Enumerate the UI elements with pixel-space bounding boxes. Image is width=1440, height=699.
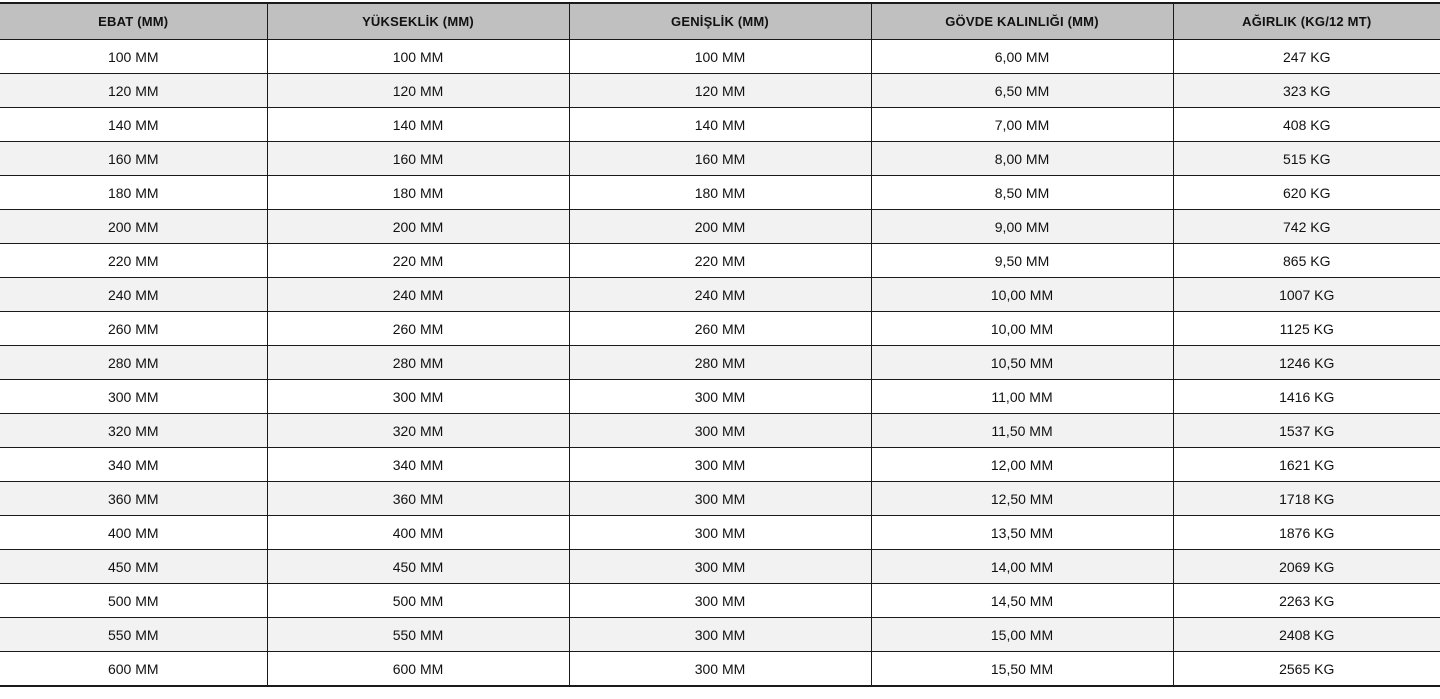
cell-yukseklik: 120 MM (267, 74, 569, 108)
table-row (0, 108, 1440, 142)
cell-genislik: 100 MM (569, 40, 871, 74)
cell-agirlik: 742 KG (1173, 210, 1440, 244)
cell-agirlik: 1125 KG (1173, 312, 1440, 346)
cell-govde-kalinligi: 13,50 MM (871, 516, 1173, 550)
cell-agirlik: 2069 KG (1173, 550, 1440, 584)
cell-genislik: 300 MM (569, 448, 871, 482)
cell-ebat: 260 MM (0, 312, 267, 346)
cell-genislik: 300 MM (569, 584, 871, 618)
table-row (0, 244, 1440, 278)
cell-agirlik: 408 KG (1173, 108, 1440, 142)
cell-ebat: 100 MM (0, 40, 267, 74)
cell-agirlik: 2565 KG (1173, 652, 1440, 687)
cell-govde-kalinligi: 11,50 MM (871, 414, 1173, 448)
cell-govde-kalinligi: 7,00 MM (871, 108, 1173, 142)
cell-govde-kalinligi: 9,50 MM (871, 244, 1173, 278)
cell-yukseklik: 200 MM (267, 210, 569, 244)
cell-yukseklik: 240 MM (267, 278, 569, 312)
cell-yukseklik: 500 MM (267, 584, 569, 618)
header-govde-kalinligi: GÖVDE KALINLIĞI (MM) (871, 3, 1173, 40)
cell-govde-kalinligi: 12,00 MM (871, 448, 1173, 482)
cell-ebat: 200 MM (0, 210, 267, 244)
cell-ebat: 160 MM (0, 142, 267, 176)
cell-yukseklik: 220 MM (267, 244, 569, 278)
cell-yukseklik: 260 MM (267, 312, 569, 346)
table-header (0, 3, 1440, 40)
header-agirlik: AĞIRLIK (KG/12 MT) (1173, 3, 1440, 40)
cell-ebat: 280 MM (0, 346, 267, 380)
cell-govde-kalinligi: 12,50 MM (871, 482, 1173, 516)
table-row (0, 618, 1440, 652)
cell-yukseklik: 100 MM (267, 40, 569, 74)
cell-govde-kalinligi: 9,00 MM (871, 210, 1173, 244)
cell-govde-kalinligi: 6,00 MM (871, 40, 1173, 74)
cell-agirlik: 1718 KG (1173, 482, 1440, 516)
cell-genislik: 220 MM (569, 244, 871, 278)
cell-genislik: 280 MM (569, 346, 871, 380)
cell-govde-kalinligi: 10,00 MM (871, 312, 1173, 346)
cell-yukseklik: 320 MM (267, 414, 569, 448)
table-row (0, 550, 1440, 584)
header-yukseklik: YÜKSEKLİK (MM) (267, 3, 569, 40)
cell-govde-kalinligi: 8,50 MM (871, 176, 1173, 210)
cell-genislik: 200 MM (569, 210, 871, 244)
table-row (0, 74, 1440, 108)
cell-genislik: 120 MM (569, 74, 871, 108)
cell-yukseklik: 140 MM (267, 108, 569, 142)
cell-govde-kalinligi: 15,00 MM (871, 618, 1173, 652)
cell-agirlik: 1876 KG (1173, 516, 1440, 550)
cell-genislik: 260 MM (569, 312, 871, 346)
cell-yukseklik: 300 MM (267, 380, 569, 414)
cell-ebat: 340 MM (0, 448, 267, 482)
cell-yukseklik: 180 MM (267, 176, 569, 210)
cell-agirlik: 515 KG (1173, 142, 1440, 176)
table-row (0, 482, 1440, 516)
cell-govde-kalinligi: 11,00 MM (871, 380, 1173, 414)
cell-ebat: 140 MM (0, 108, 267, 142)
cell-genislik: 300 MM (569, 550, 871, 584)
cell-genislik: 300 MM (569, 652, 871, 687)
cell-genislik: 300 MM (569, 414, 871, 448)
cell-agirlik: 2263 KG (1173, 584, 1440, 618)
cell-genislik: 300 MM (569, 482, 871, 516)
cell-genislik: 180 MM (569, 176, 871, 210)
cell-govde-kalinligi: 6,50 MM (871, 74, 1173, 108)
cell-yukseklik: 550 MM (267, 618, 569, 652)
cell-genislik: 300 MM (569, 516, 871, 550)
cell-yukseklik: 600 MM (267, 652, 569, 687)
cell-ebat: 450 MM (0, 550, 267, 584)
cell-yukseklik: 400 MM (267, 516, 569, 550)
cell-ebat: 320 MM (0, 414, 267, 448)
table-row (0, 210, 1440, 244)
cell-govde-kalinligi: 10,00 MM (871, 278, 1173, 312)
table-row (0, 584, 1440, 618)
cell-ebat: 120 MM (0, 74, 267, 108)
cell-govde-kalinligi: 14,50 MM (871, 584, 1173, 618)
cell-agirlik: 620 KG (1173, 176, 1440, 210)
cell-govde-kalinligi: 10,50 MM (871, 346, 1173, 380)
cell-ebat: 220 MM (0, 244, 267, 278)
header-ebat: EBAT (MM) (0, 3, 267, 40)
table-row (0, 346, 1440, 380)
cell-agirlik: 247 KG (1173, 40, 1440, 74)
table-row (0, 312, 1440, 346)
cell-govde-kalinligi: 14,00 MM (871, 550, 1173, 584)
cell-govde-kalinligi: 15,50 MM (871, 652, 1173, 687)
cell-ebat: 600 MM (0, 652, 267, 687)
table-row (0, 142, 1440, 176)
cell-ebat: 300 MM (0, 380, 267, 414)
cell-ebat: 360 MM (0, 482, 267, 516)
table-row (0, 414, 1440, 448)
cell-yukseklik: 160 MM (267, 142, 569, 176)
table-row (0, 380, 1440, 414)
cell-ebat: 240 MM (0, 278, 267, 312)
specifications-table (0, 2, 1440, 687)
cell-agirlik: 1416 KG (1173, 380, 1440, 414)
cell-ebat: 400 MM (0, 516, 267, 550)
cell-yukseklik: 340 MM (267, 448, 569, 482)
table-row (0, 176, 1440, 210)
header-genislik: GENİŞLİK (MM) (569, 3, 871, 40)
cell-agirlik: 865 KG (1173, 244, 1440, 278)
cell-genislik: 300 MM (569, 618, 871, 652)
cell-genislik: 240 MM (569, 278, 871, 312)
cell-ebat: 550 MM (0, 618, 267, 652)
cell-agirlik: 1621 KG (1173, 448, 1440, 482)
cell-agirlik: 1246 KG (1173, 346, 1440, 380)
cell-genislik: 300 MM (569, 380, 871, 414)
table-body (0, 40, 1440, 687)
cell-agirlik: 2408 KG (1173, 618, 1440, 652)
cell-agirlik: 1007 KG (1173, 278, 1440, 312)
cell-ebat: 500 MM (0, 584, 267, 618)
table-row (0, 516, 1440, 550)
cell-govde-kalinligi: 8,00 MM (871, 142, 1173, 176)
table-row (0, 652, 1440, 687)
header-row (0, 3, 1440, 40)
cell-genislik: 140 MM (569, 108, 871, 142)
cell-ebat: 180 MM (0, 176, 267, 210)
table-row (0, 448, 1440, 482)
cell-yukseklik: 360 MM (267, 482, 569, 516)
table-row (0, 278, 1440, 312)
table-row (0, 40, 1440, 74)
cell-yukseklik: 280 MM (267, 346, 569, 380)
cell-genislik: 160 MM (569, 142, 871, 176)
cell-yukseklik: 450 MM (267, 550, 569, 584)
cell-agirlik: 1537 KG (1173, 414, 1440, 448)
cell-agirlik: 323 KG (1173, 74, 1440, 108)
